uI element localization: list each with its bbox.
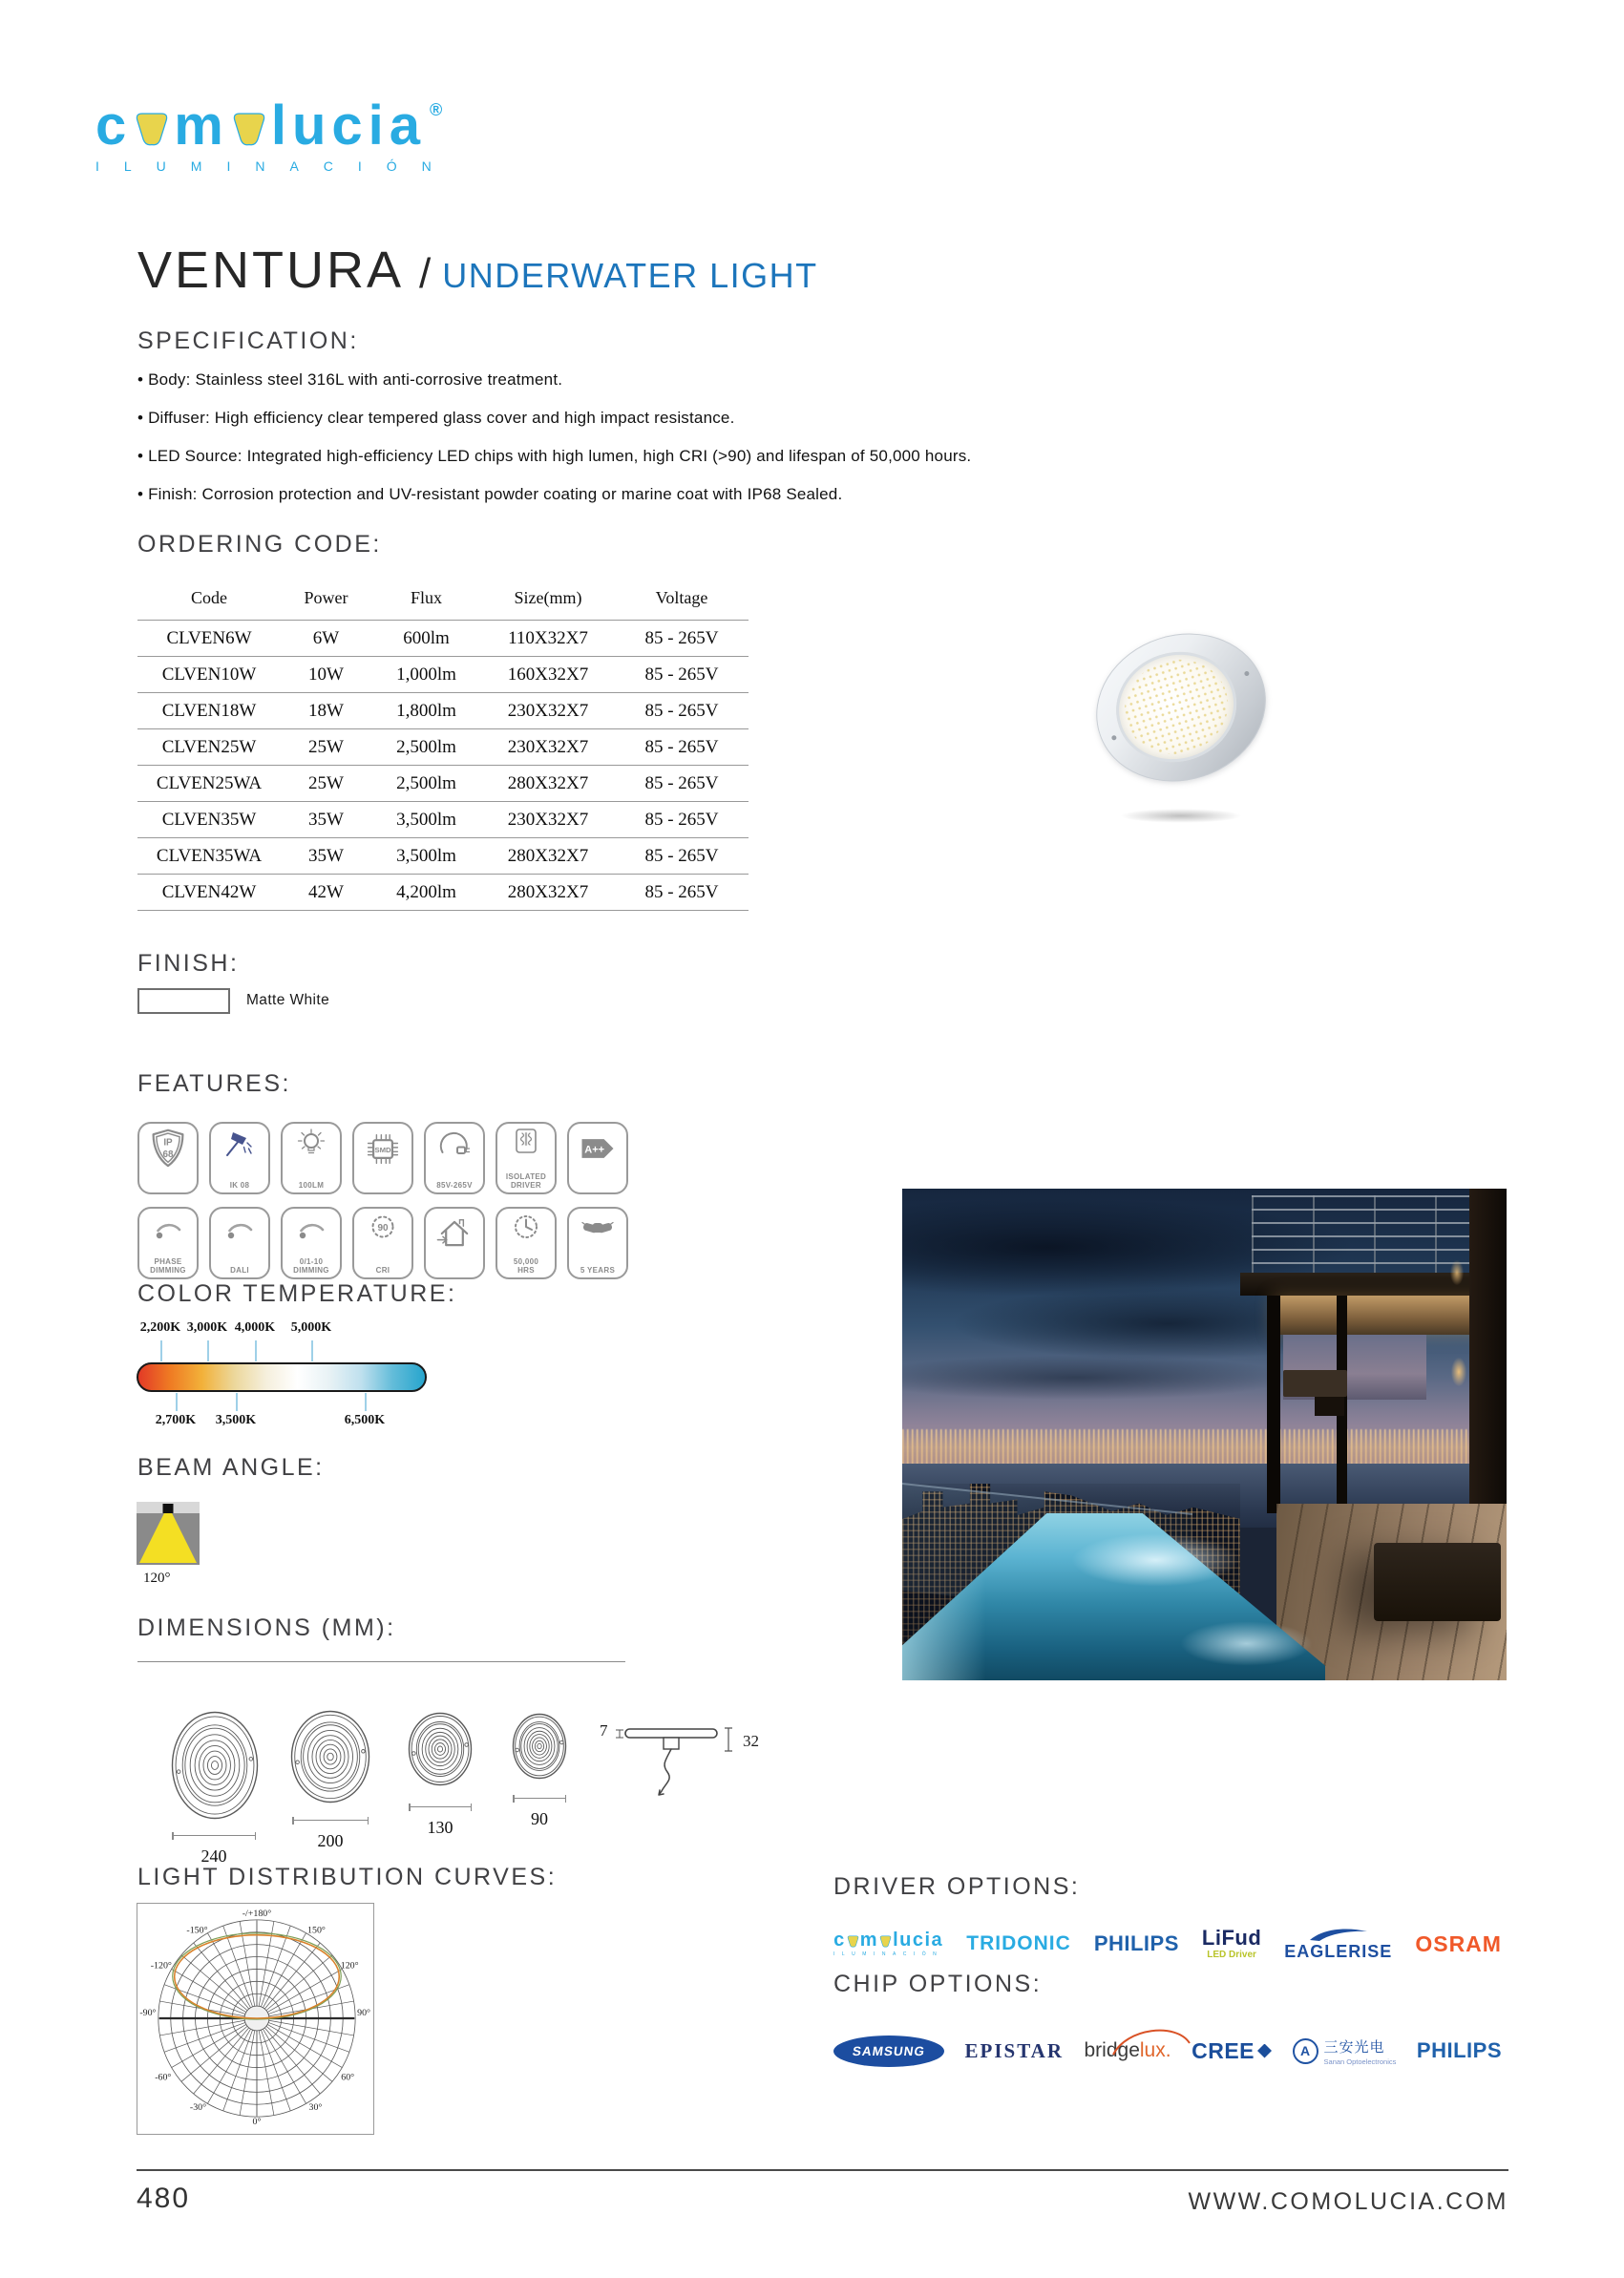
warranty-handshake-icon xyxy=(579,1212,617,1250)
table-cell: 160X32X7 xyxy=(481,657,615,693)
dimension-line xyxy=(513,1798,566,1799)
dimension-disc-240 xyxy=(171,1711,259,1820)
table-cell: 35W xyxy=(281,802,371,838)
color-temperature-heading: COLOR TEMPERATURE: xyxy=(137,1280,457,1307)
screw-icon xyxy=(1111,735,1117,741)
product-side-profile xyxy=(616,1715,736,1803)
color-temperature-bar xyxy=(137,1362,427,1392)
table-cell: 85 - 265V xyxy=(615,875,749,911)
feature-smd xyxy=(352,1122,413,1194)
table-cell: CLVEN42W xyxy=(137,875,281,911)
cree-diamond-icon xyxy=(1257,2044,1272,2058)
pool-photo xyxy=(902,1189,1507,1680)
table-cell: 25W xyxy=(281,766,371,802)
ct-bottom-label: 3,500K xyxy=(215,1413,257,1427)
polar-label: 60° xyxy=(341,2072,355,2083)
epistar-logo: EPISTAR xyxy=(964,2038,1064,2062)
table-cell: 280X32X7 xyxy=(481,875,615,911)
product-image xyxy=(1093,625,1279,831)
dimension-value: 130 xyxy=(427,1818,453,1837)
bridgelux-arc-icon xyxy=(1109,2024,1193,2057)
ip68-shield-icon xyxy=(147,1127,189,1171)
feature-recessed-house xyxy=(424,1207,485,1279)
brand-o-blob-icon xyxy=(879,1934,892,1948)
photo-pool-glow xyxy=(1071,1533,1240,1588)
screw-icon xyxy=(1244,670,1250,676)
product-face xyxy=(1102,636,1252,777)
table-cell: CLVEN25WA xyxy=(137,766,281,802)
ct-top-label: 5,000K xyxy=(290,1320,332,1335)
table-cell: CLVEN25W xyxy=(137,729,281,766)
finish-heading: FINISH: xyxy=(137,950,240,977)
ct-tick xyxy=(207,1340,209,1361)
ct-tick xyxy=(160,1340,162,1361)
ordering-heading: ORDERING CODE: xyxy=(137,531,382,558)
table-row xyxy=(137,729,749,766)
product-category: UNDERWATER LIGHT xyxy=(442,256,818,295)
brand-letter: lucia xyxy=(270,95,427,157)
brand-o-blob-icon xyxy=(134,109,170,147)
feature-ip68 xyxy=(137,1122,199,1194)
table-cell: 110X32X7 xyxy=(481,621,615,657)
dimensions-heading: DIMENSIONS (MM): xyxy=(137,1614,396,1641)
polar-label: -/+180° xyxy=(242,1908,272,1919)
table-cell: 85 - 265V xyxy=(615,802,749,838)
product-rim xyxy=(1077,612,1285,803)
photo-column xyxy=(1267,1296,1280,1513)
polar-label: -60° xyxy=(155,2072,172,2083)
photo-balcony-slab xyxy=(1240,1273,1507,1296)
svg-text:90: 90 xyxy=(377,1223,389,1234)
table-cell: CLVEN18W xyxy=(137,693,281,729)
table-cell: 3,500lm xyxy=(371,802,481,838)
table-cell: 6W xyxy=(281,621,371,657)
cri-icon xyxy=(364,1212,402,1250)
feature-0-10-dimming: 0/1-10 DIMMING xyxy=(281,1207,342,1279)
feature-warranty: 5 YEARS xyxy=(567,1207,628,1279)
light-distribution-chart xyxy=(137,1903,374,2135)
table-cell: 230X32X7 xyxy=(481,729,615,766)
chip-logos-row xyxy=(833,2020,1502,2081)
energy-class-icon xyxy=(577,1127,619,1171)
ct-top-label: 4,000K xyxy=(234,1320,276,1335)
page-title xyxy=(137,241,818,300)
features-heading: FEATURES: xyxy=(137,1070,291,1097)
spec-bullet: • LED Source: Integrated high-efficiency LED chips with high lumen, high CRI (>90) and lifespan of 50,000 hours. xyxy=(137,437,1073,475)
house-icon xyxy=(433,1212,475,1255)
dimension-disc-200 xyxy=(290,1710,370,1803)
table-cell: 10W xyxy=(281,657,371,693)
feature-cri: 90 CRI xyxy=(352,1207,413,1279)
svg-text:A++: A++ xyxy=(584,1144,605,1156)
polar-label: -150° xyxy=(186,1925,208,1936)
spec-bullet: • Diffuser: High efficiency clear tempered glass cover and high impact resistance. xyxy=(137,399,1073,437)
finish-swatch-label: Matte White xyxy=(246,992,330,1008)
table-row xyxy=(137,766,749,802)
table-row xyxy=(137,693,749,729)
dimensions-rule xyxy=(137,1661,625,1662)
beam-angle-value: 120° xyxy=(143,1571,171,1586)
feature-lumen: 100LM xyxy=(281,1122,342,1194)
cree-logo: CREE xyxy=(1192,2038,1272,2064)
dimension-disc-130 xyxy=(408,1712,473,1786)
ct-top-label: 3,000K xyxy=(186,1320,228,1335)
dimension-disc-90 xyxy=(512,1713,567,1780)
photo-balcony-railing xyxy=(1252,1195,1507,1274)
bridgelux-logo: bridgelux. xyxy=(1085,2039,1171,2062)
photo-sofa xyxy=(1374,1543,1501,1621)
table-cell: 230X32X7 xyxy=(481,693,615,729)
photo-penthouse-structure xyxy=(1240,1189,1507,1513)
polar-label: -90° xyxy=(139,2008,157,2019)
chip-options-heading: CHIP OPTIONS: xyxy=(833,1971,1043,1997)
table-row xyxy=(137,875,749,911)
ct-tick xyxy=(236,1393,238,1411)
osram-logo: OSRAM xyxy=(1415,1930,1502,1956)
feature-dali: DALI xyxy=(209,1207,270,1279)
specification-heading: SPECIFICATION: xyxy=(137,327,359,354)
polar-label: 0° xyxy=(252,2117,262,2128)
ct-bottom-label: 2,700K xyxy=(155,1413,197,1427)
polar-label: 90° xyxy=(357,2008,370,2019)
profile-depth-value: 32 xyxy=(743,1732,759,1750)
table-cell: 85 - 265V xyxy=(615,766,749,802)
table-cell: CLVEN35W xyxy=(137,802,281,838)
column-header: Code xyxy=(191,588,227,607)
table-cell: 280X32X7 xyxy=(481,766,615,802)
zero-ten-dimming-icon xyxy=(292,1212,330,1250)
table-cell: 42W xyxy=(281,875,371,911)
title-separator: / xyxy=(419,250,432,297)
comolucia-logo: c m lucia ILUMINACIÓN xyxy=(833,1929,944,1957)
spec-bullet: • Finish: Corrosion protection and UV-resistant powder coating or marine coat with IP68 Sealed. xyxy=(137,475,1073,514)
photo-sconce-light xyxy=(1450,1260,1464,1285)
table-cell: 1,000lm xyxy=(371,657,481,693)
distribution-heading: LIGHT DISTRIBUTION CURVES: xyxy=(137,1864,558,1890)
eagle-swoosh-icon xyxy=(1304,1927,1373,1942)
photo-wall xyxy=(1469,1189,1507,1513)
svg-text:SMD: SMD xyxy=(374,1145,391,1154)
feature-isolated-driver: ISOLATED DRIVER xyxy=(496,1122,557,1194)
phase-dimming-icon xyxy=(149,1212,187,1250)
photo-sconce-light xyxy=(1451,1358,1466,1386)
ordering-table-body xyxy=(137,621,749,911)
table-cell: CLVEN6W xyxy=(137,621,281,657)
table-cell: 85 - 265V xyxy=(615,729,749,766)
isolated-driver-icon xyxy=(507,1127,545,1161)
brand-logo xyxy=(95,95,456,174)
lifespan-clock-icon xyxy=(507,1212,545,1250)
beam-cone xyxy=(139,1512,197,1563)
driver-options-heading: DRIVER OPTIONS: xyxy=(833,1873,1081,1900)
specification-list xyxy=(137,361,1073,514)
beam-fixture xyxy=(163,1504,174,1513)
smd-chip-icon xyxy=(362,1127,404,1171)
table-row xyxy=(137,802,749,838)
feature-energy-class xyxy=(567,1122,628,1194)
beam-angle-heading: BEAM ANGLE: xyxy=(137,1454,325,1481)
brand-tagline: ILUMINACIÓN xyxy=(95,158,456,174)
table-cell: 2,500lm xyxy=(371,766,481,802)
page-number: 480 xyxy=(137,2183,191,2214)
table-cell: 85 - 265V xyxy=(615,693,749,729)
table-cell: 600lm xyxy=(371,621,481,657)
table-cell: 85 - 265V xyxy=(615,838,749,875)
dimension-value: 90 xyxy=(531,1809,548,1828)
philips-chip-logo: PHILIPS xyxy=(1416,2038,1502,2062)
table-cell: 1,800lm xyxy=(371,693,481,729)
table-cell: CLVEN10W xyxy=(137,657,281,693)
ct-tick xyxy=(365,1393,367,1411)
table-row xyxy=(137,657,749,693)
photo-cloud xyxy=(902,1356,1289,1400)
dali-dimming-icon xyxy=(221,1212,259,1250)
ct-top-label: 2,200K xyxy=(139,1320,181,1335)
website-url: WWW.COMOLUCIA.COM xyxy=(1188,2188,1508,2215)
brand-o-blob-icon xyxy=(847,1934,859,1948)
product-name: VENTURA xyxy=(137,242,405,299)
ct-bottom-label: 6,500K xyxy=(344,1413,386,1427)
dimension-line xyxy=(409,1806,472,1807)
polar-label: 120° xyxy=(340,1960,359,1972)
polar-label: 30° xyxy=(308,2102,323,2114)
product-led-array xyxy=(1112,646,1241,768)
feature-voltage: 85V-265V xyxy=(424,1122,485,1194)
lumen-bulb-icon xyxy=(292,1127,330,1165)
feature-phase-dimming: PHASE DIMMING xyxy=(137,1207,199,1279)
product-shadow xyxy=(1120,809,1242,823)
brand-letter: m xyxy=(174,95,229,157)
table-cell: 85 - 265V xyxy=(615,621,749,657)
table-cell: 35W xyxy=(281,838,371,875)
profile-height-value: 7 xyxy=(600,1721,608,1740)
brand-letter: c xyxy=(95,95,133,157)
photo-table xyxy=(1315,1397,1344,1416)
table-row xyxy=(137,838,749,875)
table-cell: 230X32X7 xyxy=(481,802,615,838)
driver-logos-row xyxy=(833,1915,1502,1972)
dimension-line xyxy=(172,1835,256,1836)
table-cell: CLVEN35WA xyxy=(137,838,281,875)
sanan-logo: A 三安光电 Sanan Optoelectronics xyxy=(1293,2036,1397,2066)
column-header: Size(mm) xyxy=(514,588,582,607)
footer-rule xyxy=(137,2169,1508,2171)
ct-tick xyxy=(311,1340,313,1361)
eaglerise-logo: EAGLERISE xyxy=(1284,1927,1392,1962)
sanan-badge-icon: A xyxy=(1293,2038,1318,2064)
voltage-plug-icon xyxy=(435,1127,474,1165)
table-cell: 3,500lm xyxy=(371,838,481,875)
tridonic-logo: TRIDONIC xyxy=(966,1932,1071,1954)
ct-tick xyxy=(255,1340,257,1361)
svg-text:68: 68 xyxy=(162,1149,174,1160)
finish-swatch xyxy=(137,988,230,1014)
dimension-value: 200 xyxy=(317,1831,344,1850)
column-header: Flux xyxy=(410,588,442,607)
polar-label: -120° xyxy=(150,1960,172,1972)
table-cell: 18W xyxy=(281,693,371,729)
ordering-table xyxy=(137,584,749,911)
polar-label: 150° xyxy=(307,1925,326,1936)
table-cell: 85 - 265V xyxy=(615,657,749,693)
beam-angle-icon xyxy=(137,1502,200,1565)
column-header: Voltage xyxy=(655,588,708,607)
feature-ik08: IK 08 xyxy=(209,1122,270,1194)
registered-mark: ® xyxy=(430,100,443,119)
polar-label: -30° xyxy=(189,2102,207,2114)
table-cell: 2,500lm xyxy=(371,729,481,766)
philips-logo: PHILIPS xyxy=(1093,1931,1179,1955)
brand-o-blob-icon xyxy=(231,109,267,147)
table-cell: 280X32X7 xyxy=(481,838,615,875)
lifud-logo: LiFud LED Driver xyxy=(1201,1925,1262,1960)
dimension-line xyxy=(292,1820,369,1821)
table-header-row xyxy=(137,584,749,621)
column-header: Power xyxy=(304,588,348,607)
table-row xyxy=(137,621,749,657)
table-cell: 4,200lm xyxy=(371,875,481,911)
photo-pool-glow xyxy=(1180,1621,1313,1665)
ct-tick xyxy=(176,1393,178,1411)
feature-lifespan: 50,000 HRS xyxy=(496,1207,557,1279)
spec-bullet: • Body: Stainless steel 316L with anti-corrosive treatment. xyxy=(137,361,1073,399)
table-cell: 25W xyxy=(281,729,371,766)
samsung-logo: SAMSUNG xyxy=(833,2035,944,2067)
brand-logo-wordmark xyxy=(95,95,456,157)
photo-sofa xyxy=(1283,1370,1347,1396)
dimension-value: 240 xyxy=(200,1846,227,1866)
svg-text:IP: IP xyxy=(163,1137,173,1149)
ik08-hammer-icon xyxy=(221,1127,259,1165)
